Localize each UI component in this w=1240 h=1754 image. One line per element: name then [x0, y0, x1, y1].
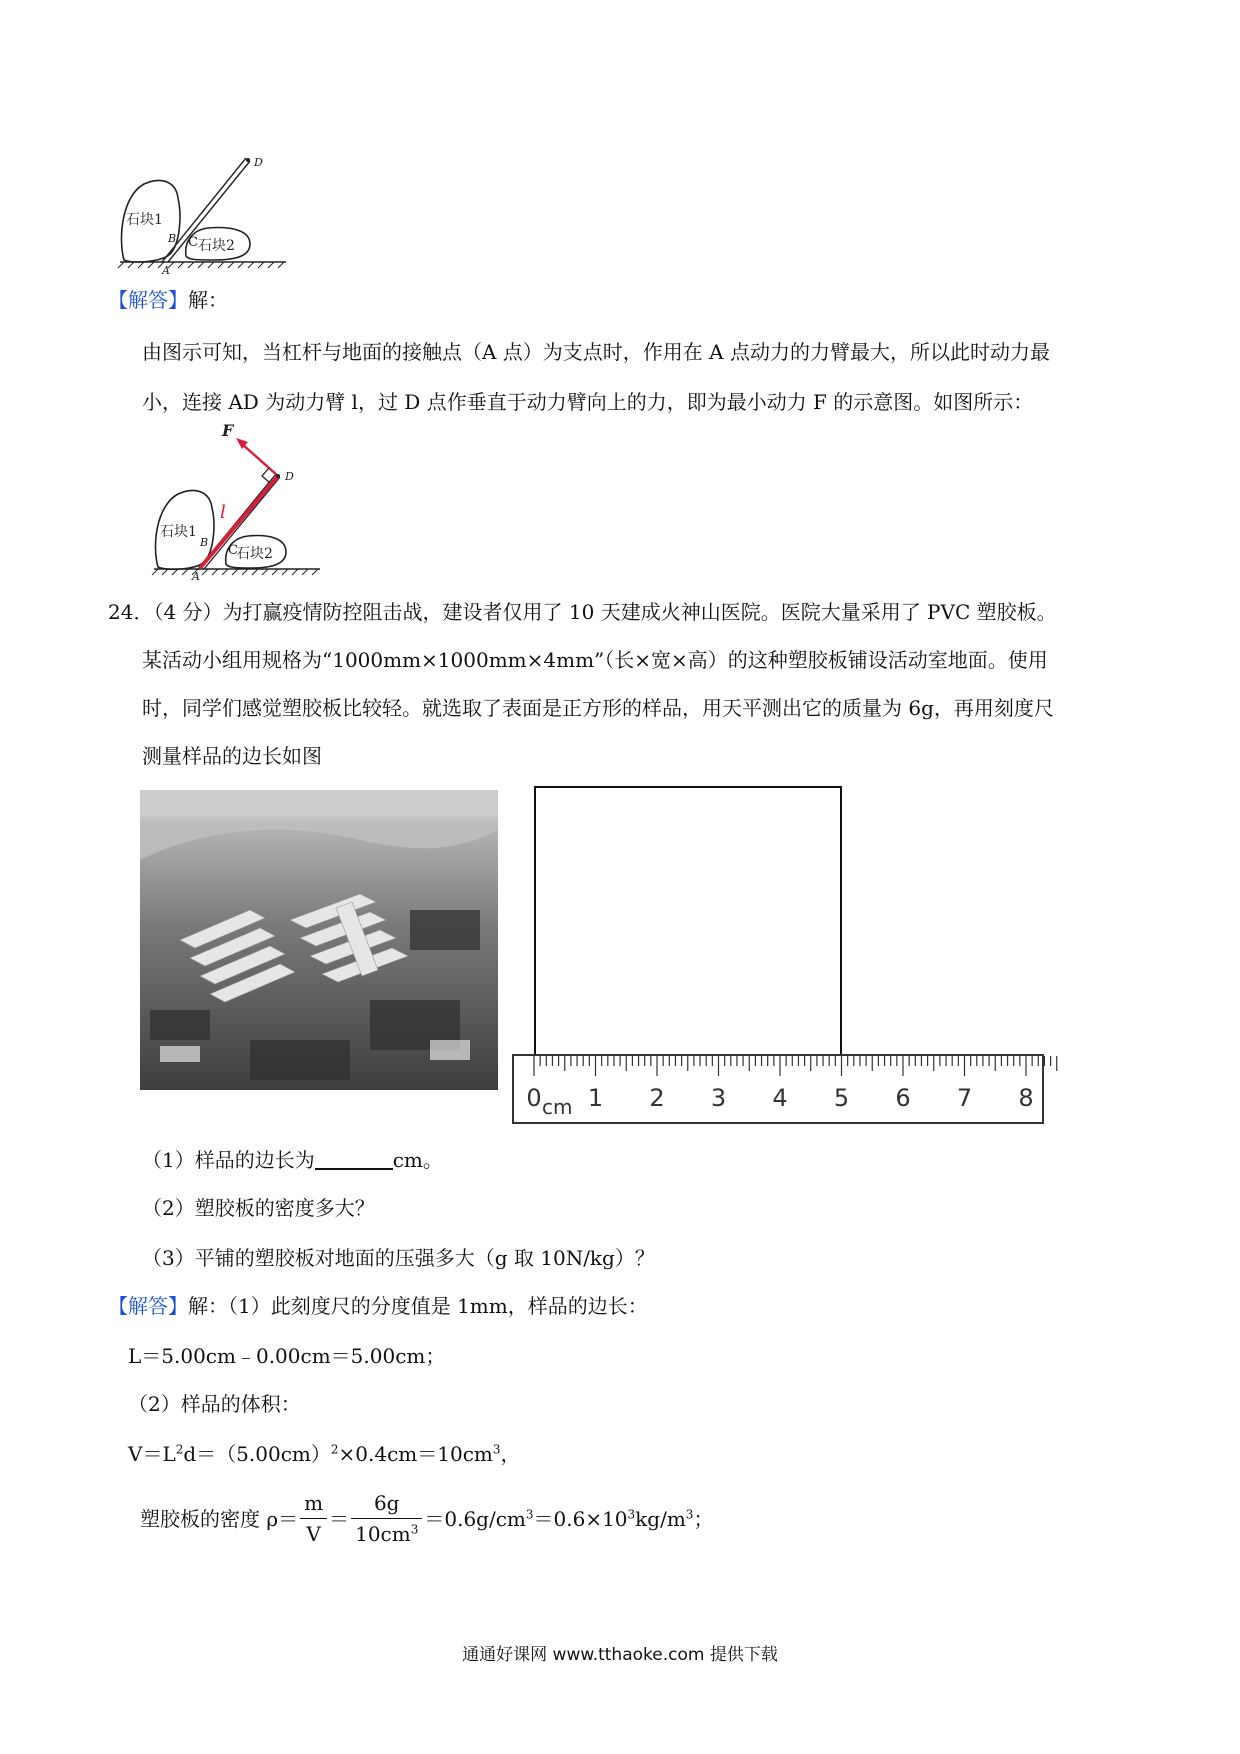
point-d-label: D	[285, 470, 294, 483]
answer2-line2: L＝5.00cm﹣0.00cm＝5.00cm；	[128, 1344, 446, 1368]
force-arrow	[242, 444, 278, 476]
dens-part-d: kg/m	[635, 1506, 686, 1531]
answer-tag: 【解答】	[108, 1294, 188, 1318]
ruler-label: 4	[772, 1084, 788, 1112]
vol-part-a: V＝L	[128, 1442, 176, 1466]
sub-q3: （3）平铺的塑胶板对地面的压强多大（g 取 10N/kg）？	[142, 1246, 655, 1270]
sub-q1-pre: （1）样品的边长为	[142, 1148, 315, 1172]
stone1-label: 石块1	[160, 524, 197, 540]
point-d-label: D	[254, 156, 263, 169]
stone2-label: 石块2	[236, 546, 273, 562]
q24-line1: 24．（4 分）为打赢疫情防控阻击战，建设者仅用了 10 天建成火神山医院。医院大量采用了 PVC 塑胶板。	[108, 600, 1057, 624]
q24-line2: 某活动小组用规格为“1000mm×1000mm×4mm”（长×宽×高）的这种塑胶板铺设活动室地面。使用	[142, 648, 1048, 672]
answer1-line1: 由图示可知，当杠杆与地面的接触点（A 点）为支点时，作用在 A 点动力的力臂最大，所以此时动力最	[142, 340, 1050, 364]
ruler-label: 5	[833, 1084, 850, 1112]
ruler-label: 6	[895, 1084, 911, 1112]
vol-part-c: ×0.4cm＝10cm	[338, 1442, 493, 1466]
answer2-line1	[108, 1292, 648, 1320]
answer2-volume	[128, 1440, 521, 1468]
stone2-label: 石块2	[198, 238, 235, 254]
point-b-label: B	[200, 536, 209, 549]
frac-den-v: V	[306, 1522, 321, 1546]
point-a-label: A	[192, 570, 200, 583]
vol-part-b: d＝（5.00cm）	[183, 1442, 331, 1466]
dens-sup1: 3	[525, 1506, 534, 1521]
dens-sup3: 3	[685, 1506, 694, 1521]
fraction-m-over-v	[300, 1488, 327, 1549]
frac-den-sup: 3	[410, 1522, 419, 1537]
force-label: F	[222, 421, 234, 440]
vol-sup1: 2	[175, 1442, 184, 1457]
ruler-label: 7	[956, 1084, 973, 1112]
point-c-label: C	[188, 235, 198, 250]
vol-part-d: ，	[500, 1442, 521, 1466]
photo-drawing	[140, 790, 498, 1090]
ruler-label: 2	[649, 1084, 665, 1112]
page-footer: 通通好课网 www.tthaoke.com 提供下载	[462, 1645, 778, 1665]
point-c-label: C	[228, 543, 238, 558]
dens-part-c: ＝0.6×10	[533, 1506, 628, 1531]
vol-sup2: 2	[330, 1442, 339, 1457]
ruler-label: 3	[710, 1084, 727, 1112]
lever-figure-top	[118, 156, 288, 277]
answer2-density	[140, 1488, 713, 1549]
vol-sup3: 3	[492, 1442, 501, 1457]
dens-part-b: ＝0.6g/cm	[424, 1506, 526, 1531]
frac-den-10cm3	[351, 1519, 422, 1549]
frac-den-text: 10cm	[355, 1522, 411, 1546]
square-sample	[534, 786, 842, 1060]
density-label: 塑胶板的密度 ρ＝	[140, 1506, 299, 1531]
q24-line3: 时，同学们感觉塑胶板比较轻。就选取了表面是正方形的样品，用天平测出它的质量为 6g，再用刻度尺	[142, 696, 1054, 720]
sub-q1-post: cm。	[392, 1148, 443, 1172]
stone1-label: 石块1	[126, 212, 163, 228]
fraction-6g-over-10cm3	[351, 1488, 422, 1549]
frac-num-m: m	[300, 1488, 327, 1519]
ruler-unit: cm	[542, 1095, 573, 1119]
answer1-line2: 小，连接 AD 为动力臂 l，过 D 点作垂直于动力臂向上的力，即为最小动力 F 的示意图。如图所示：	[142, 390, 1034, 414]
ruler	[512, 1054, 1046, 1126]
right-angle-mark	[262, 468, 270, 483]
point-d-marker	[276, 474, 280, 478]
q24-line4: 测量样品的边长如图	[142, 744, 322, 768]
answer-blank[interactable]	[315, 1148, 393, 1170]
answer1-header	[108, 286, 228, 314]
equals-sign: ＝	[329, 1506, 350, 1531]
answer2-text1: 解：（1）此刻度尺的分度值是 1mm，样品的边长：	[188, 1294, 648, 1318]
ruler-label: 8	[1018, 1084, 1034, 1112]
point-a-label: A	[162, 264, 170, 277]
hospital-aerial-photo	[140, 790, 498, 1090]
answer-jie: 解：	[188, 288, 228, 312]
ruler-label: 0	[526, 1084, 542, 1112]
point-b-label: B	[168, 232, 177, 245]
dens-sup2: 3	[627, 1506, 636, 1521]
dens-part-e: ；	[693, 1506, 714, 1531]
answer-tag: 【解答】	[108, 288, 188, 312]
arm-label: l	[220, 502, 226, 523]
answer2-line3: （2）样品的体积：	[128, 1392, 301, 1416]
point-d-marker	[246, 158, 250, 162]
frac-num-6g: 6g	[351, 1488, 422, 1519]
lever-figure-answer	[152, 421, 322, 583]
density-result	[424, 1505, 713, 1533]
sub-q2: （2）塑胶板的密度多大？	[142, 1196, 375, 1220]
ruler-label: 1	[587, 1084, 604, 1112]
sub-q1	[142, 1146, 443, 1174]
